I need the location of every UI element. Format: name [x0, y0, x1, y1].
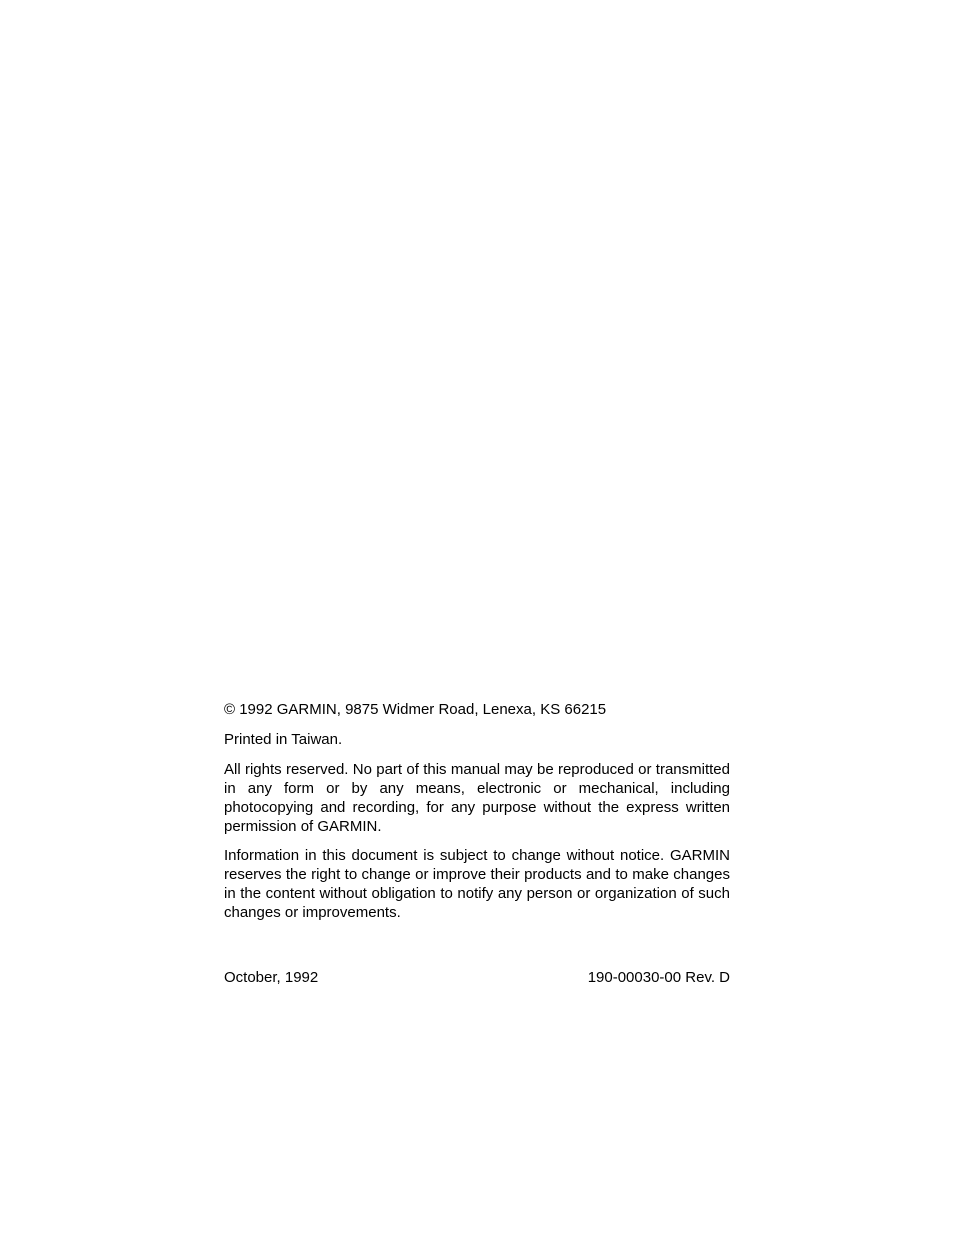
part-number: 190-00030-00 Rev. D: [587, 969, 730, 986]
footer: [224, 968, 730, 987]
printed-line: Printed in Taiwan.: [224, 731, 343, 748]
info-paragraph: Information in this document is subject to change without notice. GARMIN reserves the right to change or improve their products and to make changes in the content without obligation to notify any person or organization of such changes or improvements.: [224, 847, 730, 921]
copyright-line: © 1992 GARMIN, 9875 Widmer Road, Lenexa, KS 66215: [224, 701, 607, 718]
publication-date: October, 1992: [224, 969, 319, 986]
rights-paragraph: All rights reserved. No part of this manual may be reproduced or transmitted in any form or by any means, electronic or mechanical, including photocopying and recording, for any purpose without the express written permission of GARMIN.: [224, 761, 730, 835]
